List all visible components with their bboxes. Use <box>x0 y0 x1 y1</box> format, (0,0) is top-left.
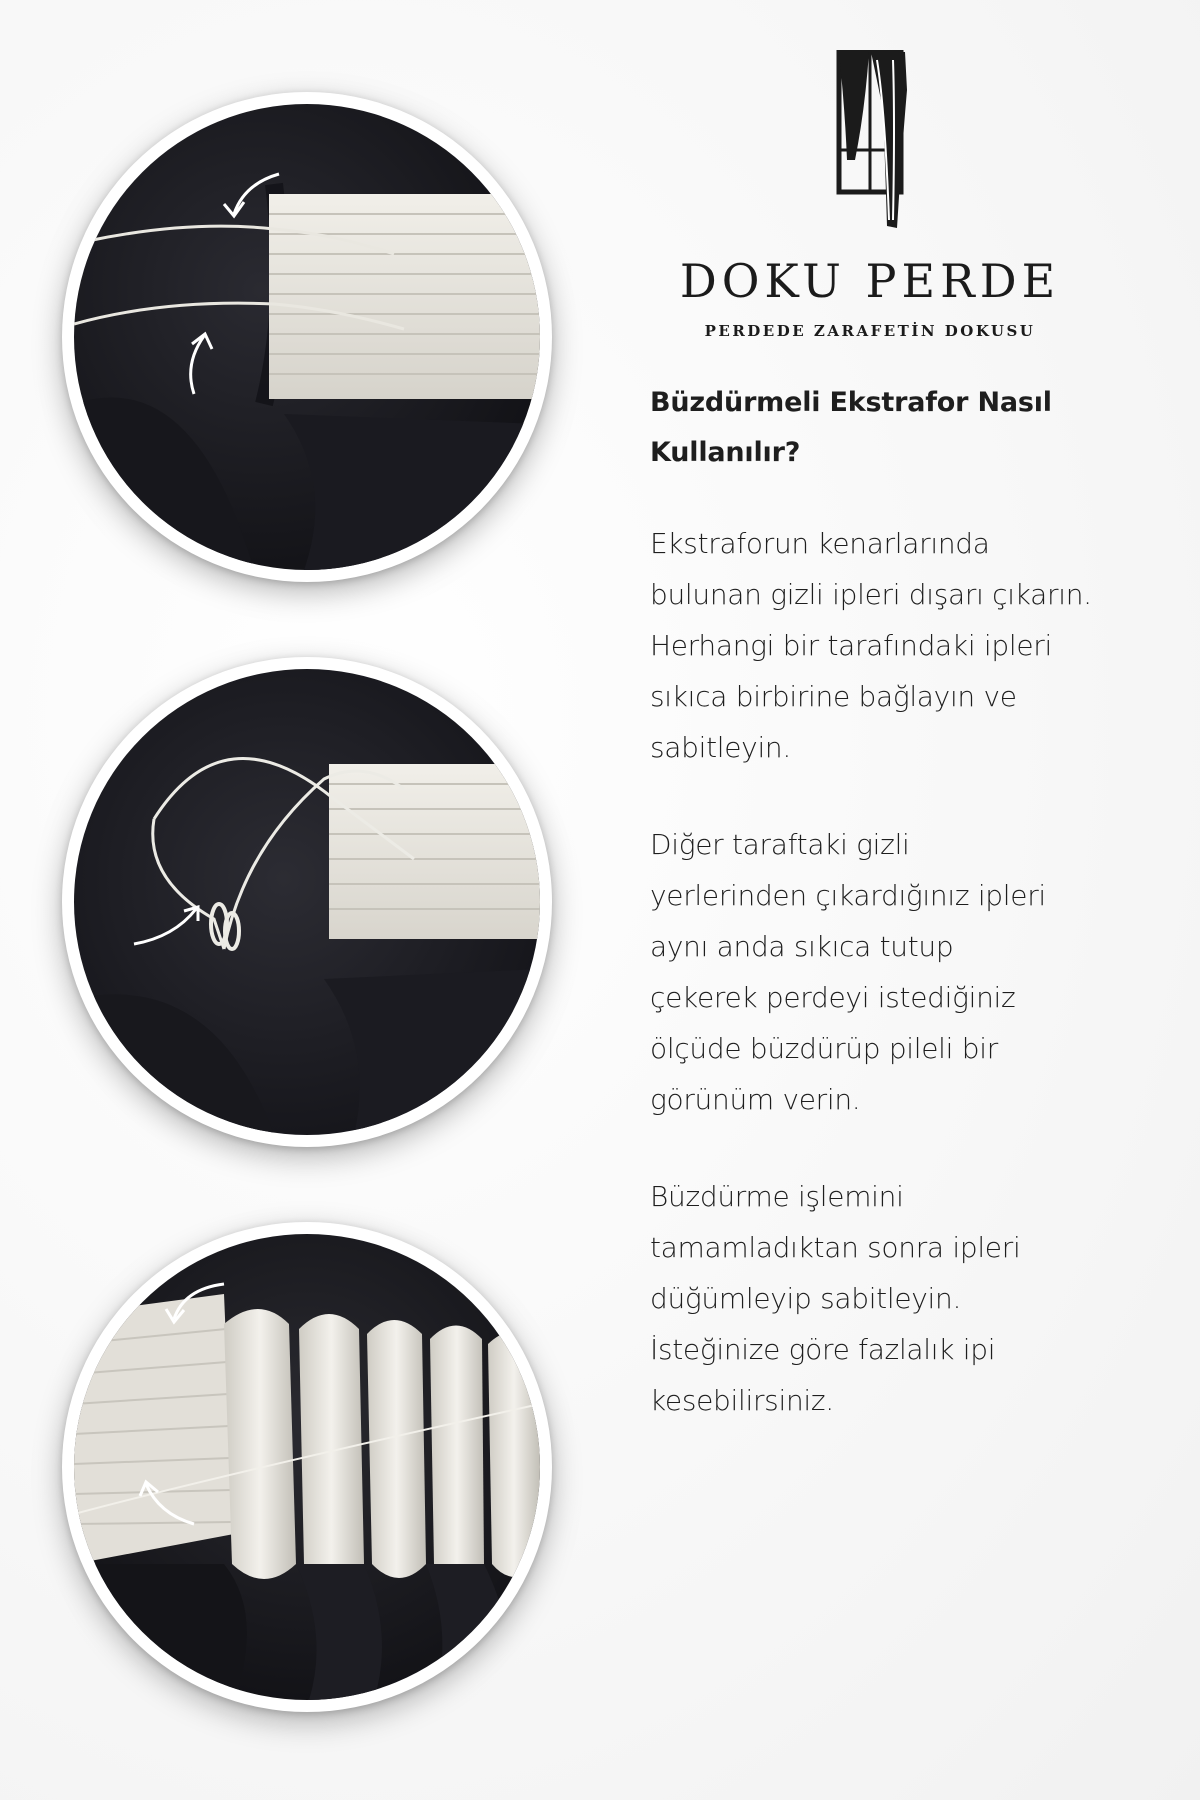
paragraph-line: aynı anda sıkıca tutup <box>650 930 954 963</box>
photo-step-2 <box>62 657 552 1147</box>
gathered-pleats-photo <box>74 1234 540 1700</box>
paragraph-line: tamamladıktan sonra ipleri <box>650 1231 1021 1264</box>
tied-strings-knot-photo <box>74 669 540 1135</box>
brand-tagline: PERDEDE ZARAFETİN DOKUSU <box>704 322 1036 340</box>
paragraph-line: kesebilirsiniz. <box>650 1384 834 1417</box>
brand-name: DOKU PERDE <box>679 254 1061 308</box>
instructions <box>650 378 1150 1472</box>
paragraph-line: ölçüde büzdürüp pileli bir <box>650 1032 998 1065</box>
paragraph-line: Herhangi bir tarafındaki ipleri <box>650 629 1052 662</box>
photo-step-3 <box>62 1222 552 1712</box>
instruction-paragraph-3 <box>650 1171 1150 1426</box>
paragraph-line: Ekstraforun kenarlarında <box>650 527 990 560</box>
paragraph-line: görünüm verin. <box>650 1083 861 1116</box>
paragraph-line: Büzdürme işlemini <box>650 1180 904 1213</box>
heading-line: Kullanılır? <box>650 437 801 468</box>
tape-hidden-strings-photo <box>74 104 540 570</box>
instructions-heading <box>650 378 1150 478</box>
heading-line: Büzdürmeli Ekstrafor Nasıl <box>650 387 1052 418</box>
instruction-paragraph-1 <box>650 518 1150 773</box>
paragraph-line: sıkıca birbirine bağlayın ve <box>650 680 1017 713</box>
paragraph-line: Diğer taraftaki gizli <box>650 828 910 861</box>
paragraph-line: çekerek perdeyi istediğiniz <box>650 981 1016 1014</box>
brand <box>640 50 1100 340</box>
paragraph-line: İsteğinize göre fazlalık ipi <box>650 1333 996 1366</box>
instruction-paragraph-2 <box>650 819 1150 1125</box>
curtain-window-logo-icon <box>825 50 915 230</box>
paragraph-line: yerlerinden çıkardığınız ipleri <box>650 879 1046 912</box>
photo-step-1 <box>62 92 552 582</box>
paragraph-line: düğümleyip sabitleyin. <box>650 1282 962 1315</box>
paragraph-line: bulunan gizli ipleri dışarı çıkarın. <box>650 578 1092 611</box>
paragraph-line: sabitleyin. <box>650 731 791 764</box>
